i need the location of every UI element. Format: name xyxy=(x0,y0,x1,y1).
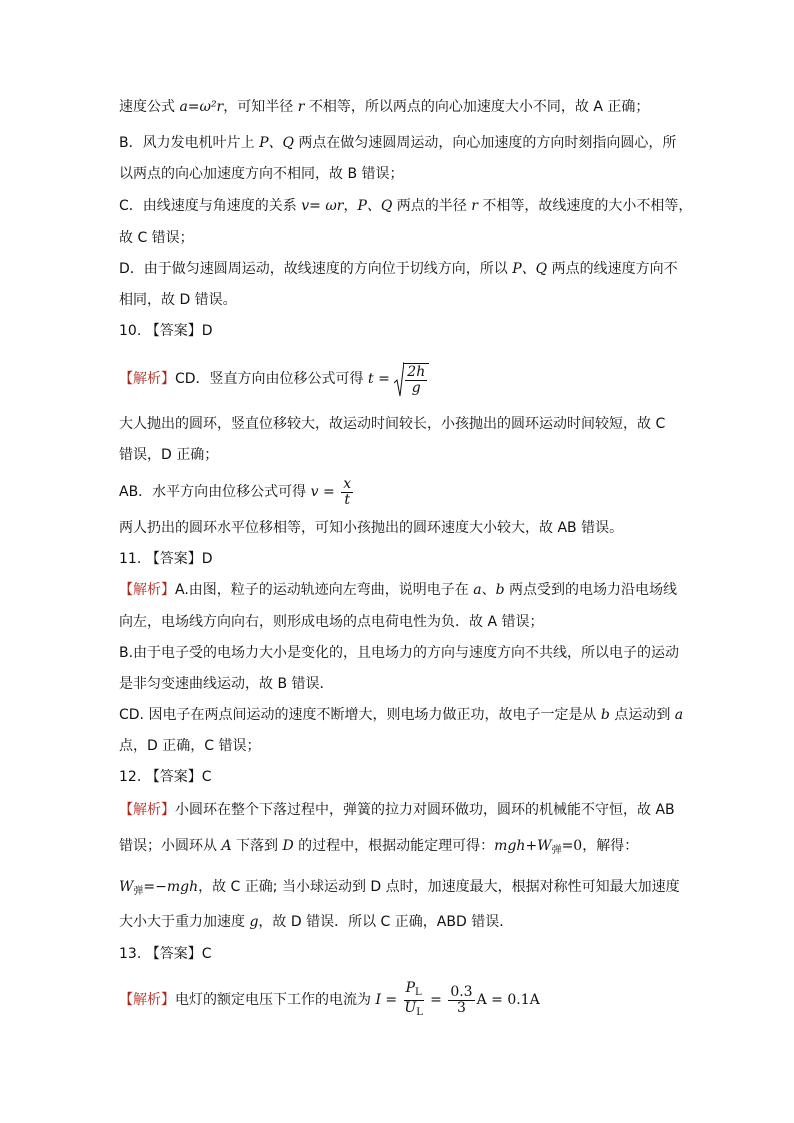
text: ，故 D 错误．所以 C 正确，ABD 错误． xyxy=(258,914,514,930)
symbol-I: I xyxy=(375,992,381,1008)
symbol-A: A xyxy=(221,838,232,854)
symbol-r: r xyxy=(297,99,305,115)
line-1 xyxy=(119,97,649,117)
fraction xyxy=(403,363,429,396)
analysis-label: 【解析】 xyxy=(119,371,175,387)
symbol-W: W xyxy=(537,838,552,854)
text: ，可知半径 xyxy=(223,99,298,115)
q10-line-b xyxy=(119,414,665,434)
symbol-v: v xyxy=(310,484,319,500)
symbol-P: P xyxy=(405,979,416,996)
text: 两点在做匀速圆周运动，向心加速度的方向时刻指向圆心，所 xyxy=(293,135,677,151)
text: ，解得： xyxy=(582,838,639,854)
text: 是非匀变速曲线运动，故 B 错误． xyxy=(119,676,334,692)
q10-analysis-line xyxy=(119,362,429,396)
line-7 xyxy=(119,290,237,310)
text: A.由图，粒子的运动轨迹向左弯曲，说明电子在 xyxy=(175,582,474,598)
numerator: x xyxy=(343,475,352,492)
text: 两点的线速度方向不 xyxy=(547,261,678,277)
line-2 xyxy=(119,133,676,153)
q12-line-c xyxy=(119,877,680,902)
formula-centripetal: a=ω²r xyxy=(179,99,224,115)
equals-zero: =0 xyxy=(561,838,583,854)
subscript-spring: 弹 xyxy=(133,886,144,897)
text: 向左，电场线方向向右，则形成电场的点电荷电性为负．故 A 错误； xyxy=(119,614,544,630)
q10-line-e xyxy=(119,518,623,538)
text: C．由线速度与角速度的关系 xyxy=(119,198,302,214)
equals: = xyxy=(380,992,402,1008)
denominator: 3 xyxy=(457,999,466,1016)
symbol-pq: P、Q xyxy=(357,198,393,214)
q11-line-d xyxy=(119,674,334,694)
text: 大人抛出的圆环，竖直位移较大，故运动时间较长，小孩抛出的圆环运动时间较短，故 C xyxy=(119,416,666,432)
plus: + xyxy=(525,838,538,854)
text: 10. 【答案】D xyxy=(119,323,213,339)
text: 电灯的额定电压下工作的电流为 xyxy=(175,992,376,1008)
text: D．由于做匀速圆周运动，故线速度的方向位于切线方向，所以 xyxy=(119,261,513,277)
text: 两点受到的电场力沿电场线 xyxy=(504,582,678,598)
formula-neg-mgh: =−mgh xyxy=(143,879,199,895)
subscript-L: L xyxy=(415,986,422,998)
fraction-values xyxy=(448,985,474,1016)
text: 两点的半径 xyxy=(392,198,472,214)
line-3 xyxy=(119,164,404,184)
denominator xyxy=(404,1001,424,1020)
equals: = xyxy=(425,992,447,1008)
subscript-spring: 弹 xyxy=(551,845,562,856)
text: 12. 【答案】C xyxy=(119,769,212,785)
symbol-a: a xyxy=(473,582,482,598)
equals: = xyxy=(373,371,395,387)
q10-line-c xyxy=(119,445,218,465)
text: 、 xyxy=(481,582,496,598)
text: 不相等，故线速度的大小不相等， xyxy=(477,198,693,214)
analysis-label: 【解析】 xyxy=(119,802,175,818)
text: 相同，故 D 错误。 xyxy=(119,292,237,308)
symbol-D: D xyxy=(282,838,294,854)
symbol-a: a xyxy=(674,707,684,723)
line-6 xyxy=(119,259,678,279)
denominator: g xyxy=(411,379,421,396)
text: 以两点的向心加速度方向不相同，故 B 错误； xyxy=(119,166,404,182)
equals: = xyxy=(318,484,340,500)
symbol-pq: P、Q xyxy=(512,261,548,277)
fraction xyxy=(341,477,353,508)
q12-line-b xyxy=(119,836,638,861)
fraction-power-voltage xyxy=(404,981,424,1020)
symbol-pq: P、Q xyxy=(259,135,294,151)
sqrt-expression xyxy=(394,362,429,396)
q11-line-c xyxy=(119,643,679,663)
text: CD．竖直方向由位移公式可得 xyxy=(175,371,369,387)
denominator: t xyxy=(344,491,350,508)
text: 点，D 正确，C 错误； xyxy=(119,738,261,754)
text: 的过程中，根据动能定理可得： xyxy=(293,838,495,854)
symbol-b: b xyxy=(495,582,505,598)
result: A = 0.1A xyxy=(476,992,540,1008)
line-4 xyxy=(119,196,692,216)
q12-answer-header xyxy=(119,767,212,787)
q12-line-d xyxy=(119,912,513,932)
text: 错误；小圆环从 xyxy=(119,838,222,854)
q10-answer-header xyxy=(119,321,213,341)
text: 点运动到 xyxy=(609,707,675,723)
symbol-g: g xyxy=(249,914,259,930)
q11-line-b xyxy=(119,612,543,632)
text: B.由于电子受的电场力大小是变化的，且电场力的方向与速度方向不共线，所以电子的运动 xyxy=(119,645,680,661)
analysis-label: 【解析】 xyxy=(119,992,175,1008)
q11-line-e xyxy=(119,705,683,725)
numerator xyxy=(404,981,424,1001)
q13-answer-header xyxy=(119,944,212,964)
analysis-label: 【解析】 xyxy=(119,582,175,598)
q10-line-d xyxy=(119,475,355,509)
text: ，故 C 正确; 当小球运动到 D 点时，加速度最大，根据对称性可知最大加速度 xyxy=(198,879,680,895)
symbol-W: W xyxy=(119,879,134,895)
symbol-b: b xyxy=(600,707,610,723)
text: 小圆环在整个下落过程中，弹簧的拉力对圆环做功，圆环的机械能不守恒，故 AB xyxy=(175,802,675,818)
formula-linear-velocity: v= ωr xyxy=(301,198,344,214)
line-5 xyxy=(119,228,194,248)
text: 13. 【答案】C xyxy=(119,946,212,962)
text: CD. 因电子在两点间运动的速度不断增大，则电场力做正功，故电子一定是从 xyxy=(119,707,601,723)
text: 下落到 xyxy=(231,838,283,854)
text: 不相等，所以两点的向心加速度大小不同，故 A 正确； xyxy=(304,99,650,115)
subscript-L: L xyxy=(416,1006,423,1018)
numerator: 0.3 xyxy=(450,983,473,1000)
text: 两人扔出的圆环水平位移相等，可知小孩抛出的圆环速度大小较大，故 AB 错误。 xyxy=(119,520,624,536)
text: 速度公式 xyxy=(119,99,180,115)
text: 错误，D 正确； xyxy=(119,447,219,463)
text: ， xyxy=(343,198,358,214)
text: 11. 【答案】D xyxy=(119,551,213,567)
q13-analysis-line xyxy=(119,980,540,1020)
q11-answer-header xyxy=(119,549,213,569)
text: AB．水平方向由位移公式可得 xyxy=(119,484,311,500)
q11-line-a xyxy=(119,580,677,600)
text: 大小大于重力加速度 xyxy=(119,914,250,930)
text: B．风力发电机叶片上 xyxy=(119,135,260,151)
numerator: 2h xyxy=(407,363,426,380)
symbol-U: U xyxy=(404,999,417,1016)
text: 故 C 错误； xyxy=(119,230,194,246)
formula-mgh: mgh xyxy=(494,838,526,854)
q11-line-f xyxy=(119,736,260,756)
symbol-t: t xyxy=(368,371,374,387)
sqrt-radical-icon xyxy=(394,361,404,397)
symbol-r: r xyxy=(471,198,478,214)
q12-line-a xyxy=(119,800,675,820)
